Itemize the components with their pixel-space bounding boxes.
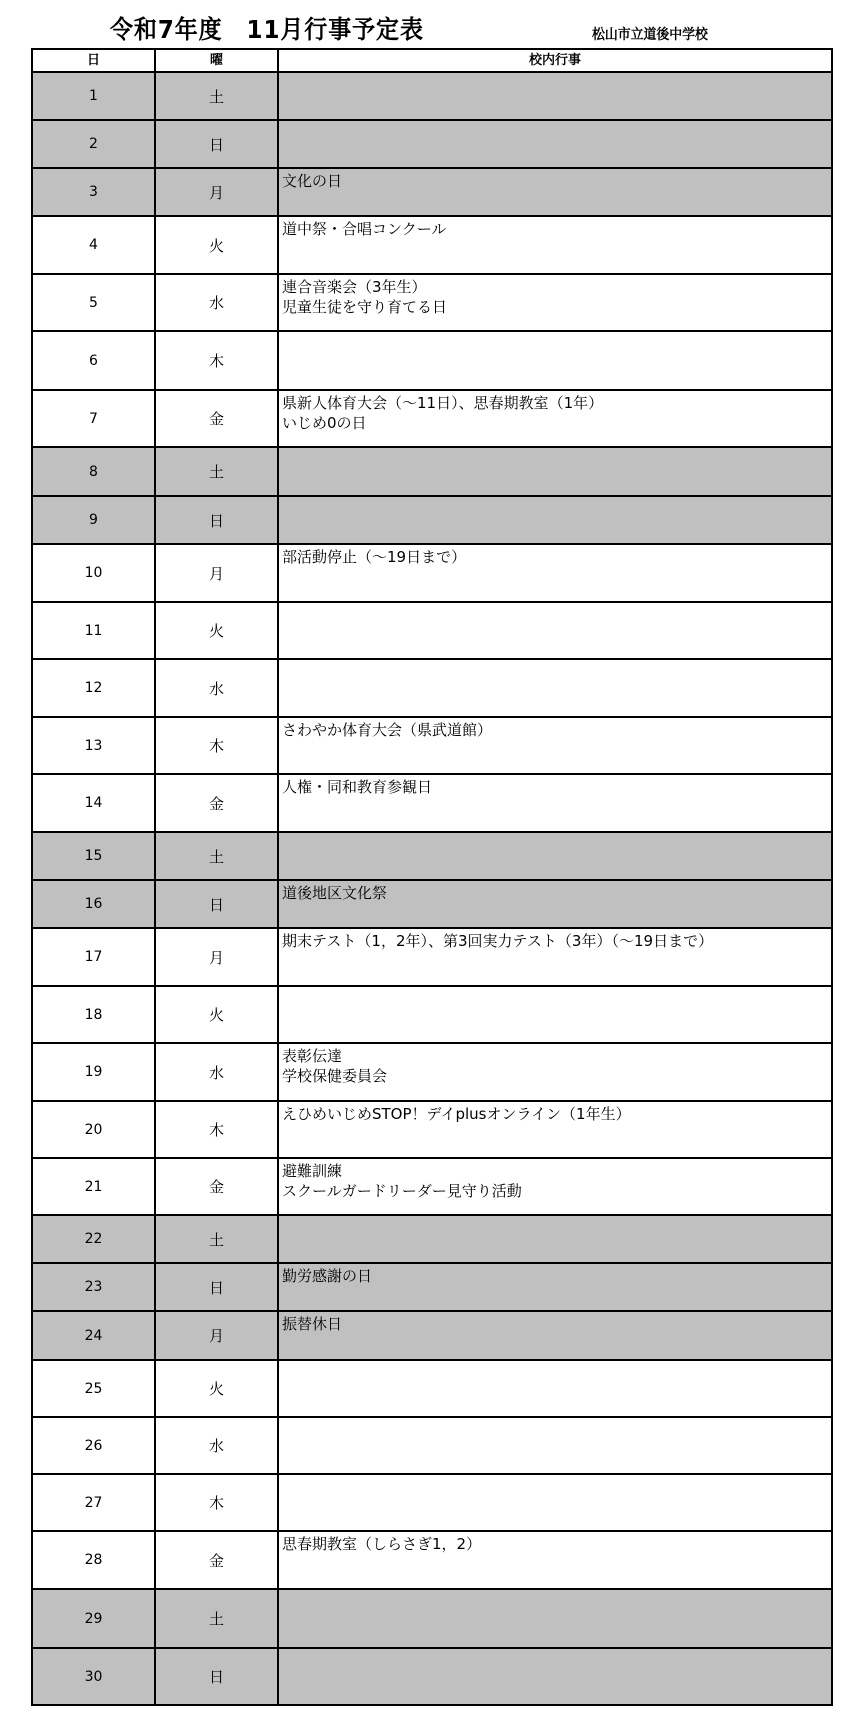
events-cell bbox=[277, 1044, 831, 1100]
weekday-cell: 木 bbox=[154, 1102, 277, 1157]
events-cell bbox=[277, 775, 831, 831]
event-text: 振替休日 bbox=[282, 1315, 343, 1333]
day-cell: 4 bbox=[89, 237, 98, 253]
events-cell bbox=[277, 1264, 831, 1310]
event-text: 道中祭・合唱コンクール bbox=[282, 220, 447, 238]
day-cell: 22 bbox=[84, 1231, 103, 1247]
table-row-day-3 bbox=[33, 167, 831, 215]
event-text: えひめいじめSTOP！デイplusオンライン（1年生） bbox=[282, 1105, 631, 1123]
day-cell: 9 bbox=[89, 512, 98, 528]
day-cell: 5 bbox=[89, 294, 98, 311]
event-text: 表彰伝達 bbox=[282, 1047, 343, 1065]
table-row-day-10 bbox=[33, 543, 831, 601]
table-row-day-11 bbox=[33, 601, 831, 658]
table-row-day-29 bbox=[33, 1588, 831, 1647]
events-cell bbox=[277, 1590, 831, 1647]
weekday-cell: 日 bbox=[154, 1649, 277, 1704]
day-cell: 24 bbox=[84, 1327, 103, 1344]
event-text: 連合音楽会（3年生） bbox=[282, 278, 427, 296]
table-row-day-30 bbox=[33, 1647, 831, 1704]
event-text: 文化の日 bbox=[282, 172, 343, 190]
event-text: 人権・同和教育参観日 bbox=[282, 778, 433, 796]
weekday-cell: 火 bbox=[154, 603, 277, 658]
events-cell bbox=[277, 1216, 831, 1262]
day-cell: 15 bbox=[84, 848, 103, 864]
events-cell bbox=[277, 833, 831, 879]
day-cell: 18 bbox=[84, 1006, 103, 1023]
weekday-cell: 月 bbox=[154, 545, 277, 601]
day-cell: 16 bbox=[84, 896, 103, 912]
table-body bbox=[33, 71, 831, 1704]
table-row-day-23 bbox=[33, 1262, 831, 1310]
weekday-cell: 土 bbox=[154, 1216, 277, 1262]
event-text: 児童生徒を守り育てる日 bbox=[282, 298, 448, 316]
table-row-day-21 bbox=[33, 1157, 831, 1214]
weekday-cell: 月 bbox=[154, 929, 277, 985]
event-text: 部活動停止（～19日まで） bbox=[282, 548, 467, 566]
table-row-day-12 bbox=[33, 658, 831, 716]
event-text: スクールガードリーダー見守り活動 bbox=[282, 1182, 522, 1200]
weekday-cell: 水 bbox=[154, 275, 277, 330]
table-row-day-24 bbox=[33, 1310, 831, 1359]
events-cell bbox=[277, 169, 831, 215]
day-cell: 13 bbox=[84, 737, 103, 754]
column-header-events: 校内行事 bbox=[277, 50, 831, 71]
events-cell bbox=[277, 497, 831, 543]
event-text: 道後地区文化祭 bbox=[282, 884, 388, 902]
events-cell bbox=[277, 881, 831, 927]
table-row-day-5 bbox=[33, 273, 831, 330]
table-row-day-6 bbox=[33, 330, 831, 389]
day-cell: 19 bbox=[84, 1064, 103, 1080]
event-text: 避難訓練 bbox=[282, 1162, 343, 1180]
table-row-day-26 bbox=[33, 1416, 831, 1473]
table-row-day-19 bbox=[33, 1042, 831, 1100]
events-cell bbox=[277, 217, 831, 273]
table-row-day-18 bbox=[33, 985, 831, 1042]
events-cell bbox=[277, 545, 831, 601]
events-cell bbox=[277, 1361, 831, 1416]
event-text: 期末テスト（1，2年）、第3回実力テスト（3年）（～19日まで） bbox=[282, 932, 714, 950]
weekday-cell: 木 bbox=[154, 332, 277, 389]
table-row-day-8 bbox=[33, 446, 831, 495]
events-cell bbox=[277, 929, 831, 985]
events-cell bbox=[277, 1475, 831, 1530]
weekday-cell: 木 bbox=[154, 1475, 277, 1530]
page-title: 令和7年度 11月行事予定表 bbox=[110, 15, 424, 44]
table-header bbox=[33, 50, 831, 71]
event-text: 学校保健委員会 bbox=[282, 1067, 388, 1085]
weekday-cell: 月 bbox=[154, 1312, 277, 1359]
weekday-cell: 木 bbox=[154, 718, 277, 773]
events-cell bbox=[277, 1532, 831, 1588]
table-row-day-2 bbox=[33, 119, 831, 167]
events-cell bbox=[277, 1102, 831, 1157]
column-header-day: 日 bbox=[86, 52, 100, 68]
events-cell bbox=[277, 73, 831, 119]
weekday-cell: 金 bbox=[154, 1532, 277, 1588]
table-row-day-4 bbox=[33, 215, 831, 273]
table-row-day-9 bbox=[33, 495, 831, 543]
table-row-day-7 bbox=[33, 389, 831, 446]
weekday-cell: 金 bbox=[154, 775, 277, 831]
events-cell bbox=[277, 1159, 831, 1214]
day-cell: 27 bbox=[84, 1494, 103, 1511]
day-cell: 20 bbox=[84, 1121, 103, 1138]
day-cell: 25 bbox=[84, 1380, 103, 1397]
weekday-cell: 火 bbox=[154, 987, 277, 1042]
day-cell: 2 bbox=[89, 136, 98, 152]
table-row-day-14 bbox=[33, 773, 831, 831]
table-row-day-16 bbox=[33, 879, 831, 927]
events-cell bbox=[277, 1418, 831, 1473]
day-cell: 3 bbox=[89, 184, 98, 200]
events-cell bbox=[277, 603, 831, 658]
events-cell bbox=[277, 660, 831, 716]
table-row-day-28 bbox=[33, 1530, 831, 1588]
event-text: いじめ0の日 bbox=[282, 414, 367, 432]
schedule-table bbox=[31, 48, 833, 1706]
table-row-day-20 bbox=[33, 1100, 831, 1157]
weekday-cell: 火 bbox=[154, 1361, 277, 1416]
weekday-cell: 日 bbox=[154, 497, 277, 543]
day-cell: 8 bbox=[89, 463, 98, 480]
table-row-day-22 bbox=[33, 1214, 831, 1262]
event-text: 県新人体育大会（～11日）、思春期教室（1年） bbox=[282, 394, 604, 412]
table-row-day-27 bbox=[33, 1473, 831, 1530]
events-cell bbox=[277, 121, 831, 167]
table-row-day-13 bbox=[33, 716, 831, 773]
table-row-day-1 bbox=[33, 71, 831, 119]
events-cell bbox=[277, 987, 831, 1042]
weekday-cell: 日 bbox=[154, 1264, 277, 1310]
day-cell: 28 bbox=[84, 1552, 103, 1568]
column-header-weekday: 曜 bbox=[154, 50, 277, 71]
weekday-cell: 金 bbox=[154, 1159, 277, 1214]
event-text: 勤労感謝の日 bbox=[282, 1267, 373, 1285]
table-row-day-25 bbox=[33, 1359, 831, 1416]
events-cell bbox=[277, 1312, 831, 1359]
weekday-cell: 水 bbox=[154, 1418, 277, 1473]
weekday-cell: 土 bbox=[154, 448, 277, 495]
day-cell: 6 bbox=[89, 352, 98, 369]
events-cell bbox=[277, 391, 831, 446]
weekday-cell: 日 bbox=[154, 881, 277, 927]
day-cell: 17 bbox=[84, 949, 103, 965]
weekday-cell: 水 bbox=[154, 1044, 277, 1100]
event-text: さわやか体育大会（県武道館） bbox=[282, 721, 493, 739]
weekday-cell: 日 bbox=[154, 121, 277, 167]
weekday-cell: 月 bbox=[154, 169, 277, 215]
day-cell: 21 bbox=[84, 1178, 103, 1195]
events-cell bbox=[277, 448, 831, 495]
day-cell: 1 bbox=[89, 88, 98, 104]
day-cell: 29 bbox=[84, 1610, 103, 1627]
day-cell: 10 bbox=[84, 565, 103, 581]
day-cell: 14 bbox=[84, 795, 103, 811]
weekday-cell: 金 bbox=[154, 391, 277, 446]
weekday-cell: 土 bbox=[154, 73, 277, 119]
day-cell: 30 bbox=[84, 1668, 103, 1685]
table-row-day-17 bbox=[33, 927, 831, 985]
day-cell: 26 bbox=[84, 1437, 103, 1454]
events-cell bbox=[277, 718, 831, 773]
weekday-cell: 土 bbox=[154, 833, 277, 879]
day-cell: 11 bbox=[84, 622, 103, 639]
events-cell bbox=[277, 332, 831, 389]
weekday-cell: 土 bbox=[154, 1590, 277, 1647]
day-cell: 23 bbox=[84, 1279, 103, 1295]
school-name: 松山市立道後中学校 bbox=[592, 27, 708, 43]
weekday-cell: 水 bbox=[154, 660, 277, 716]
table-row-day-15 bbox=[33, 831, 831, 879]
day-cell: 12 bbox=[84, 680, 103, 696]
weekday-cell: 火 bbox=[154, 217, 277, 273]
day-cell: 7 bbox=[89, 410, 98, 427]
events-cell bbox=[277, 275, 831, 330]
event-text: 思春期教室（しらさぎ1，2） bbox=[282, 1535, 482, 1553]
events-cell bbox=[277, 1649, 831, 1704]
